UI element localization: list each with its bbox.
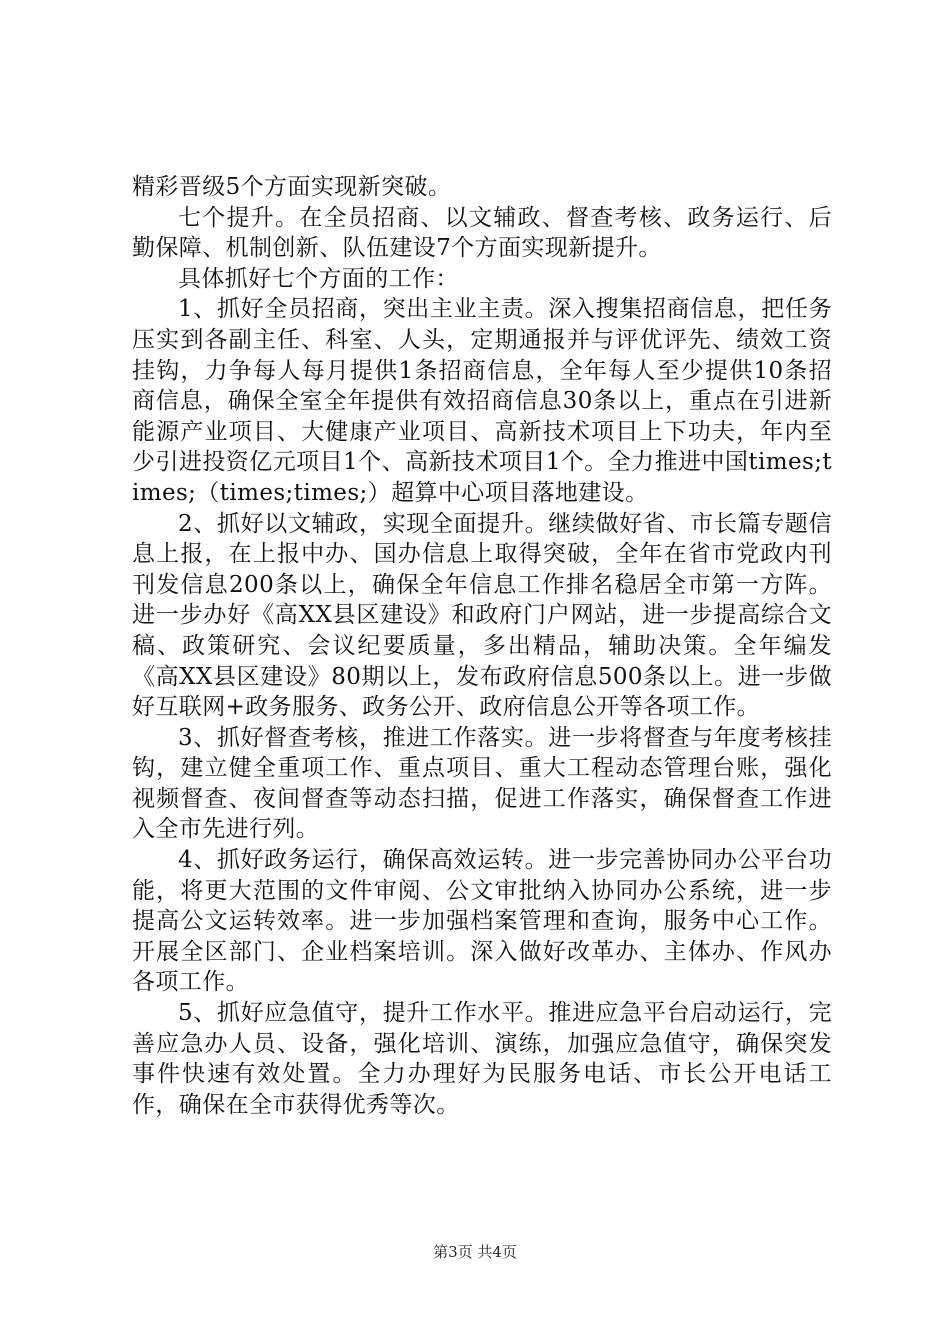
page-footer bbox=[0, 1242, 950, 1262]
paragraph-continuation: 精彩晋级5个方面实现新突破。 bbox=[132, 174, 452, 200]
paragraph-item-5: 5、抓好应急值守，提升工作水平。推进应急平台启动运行，完善应急办人员、设备，强化培训、演练，加强应急值守，确保突发事件快速有效处置。全力办理好为民服务电话、市长公开电话工作，确保在全市获得优秀等次。 bbox=[132, 1000, 832, 1118]
page-number-label: 第3页 共4页 bbox=[433, 1243, 517, 1261]
paragraph-item-2: 2、抓好以文辅政，实现全面提升。继续做好省、市长篇专题信息上报，在上报中办、国办信息上取得突破，全年在省市党政内刊刊发信息200条以上，确保全年信息工作排名稳居全市第一方阵。进一步办好《高XX县区建设》和政府门户网站，进一步提高综合文稿、政策研究、会议纪要质量，多出精品，辅助决策。全年编发《高XX县区建设》80期以上，发布政府信息500条以上。进一步做好互联网+政务服务、政务公开、政府信息公开等各项工作。 bbox=[132, 510, 832, 721]
paragraph-intro: 具体抓好七个方面的工作： bbox=[178, 265, 459, 292]
paragraph-item-1: 1、抓好全员招商，突出主业主责。深入搜集招商信息，把任务压实到各副主任、科室、人头，定期通报并与评优评先、绩效工资挂钩，力争每人每月提供1条招商信息，全年每人至少提供10条招商信息，确保全室全年提供有效招商信息30条以上，重点在引进新能源产业项目、大健康产业项目、高新技术项目上下功夫，年内至少引进投资亿元项目1个、高新技术项目1个。全力推进中国times;times;（times;times;）超算中心项目落地建设。 bbox=[132, 296, 832, 506]
paragraph-seven-improvements: 七个提升。在全员招商、以文辅政、督查考核、政务运行、后勤保障、机制创新、队伍建设7个方面实现新提升。 bbox=[132, 204, 832, 262]
document-body bbox=[132, 172, 832, 1120]
paragraph-item-4: 4、抓好政务运行，确保高效运转。进一步完善协同办公平台功能，将更大范围的文件审阅、公文审批纳入协同办公系统，进一步提高公文运转效率。进一步加强档案管理和查询，服务中心工作。开展全区部门、企业档案培训。深入做好改革办、主体办、作风办各项工作。 bbox=[132, 847, 832, 996]
paragraph-item-3: 3、抓好督查考核，推进工作落实。进一步将督查与年度考核挂钩，建立健全重项工作、重点项目、重大工程动态管理台账，强化视频督查、夜间督查等动态扫描，促进工作落实，确保督查工作进入全市先进行列。 bbox=[132, 724, 832, 843]
